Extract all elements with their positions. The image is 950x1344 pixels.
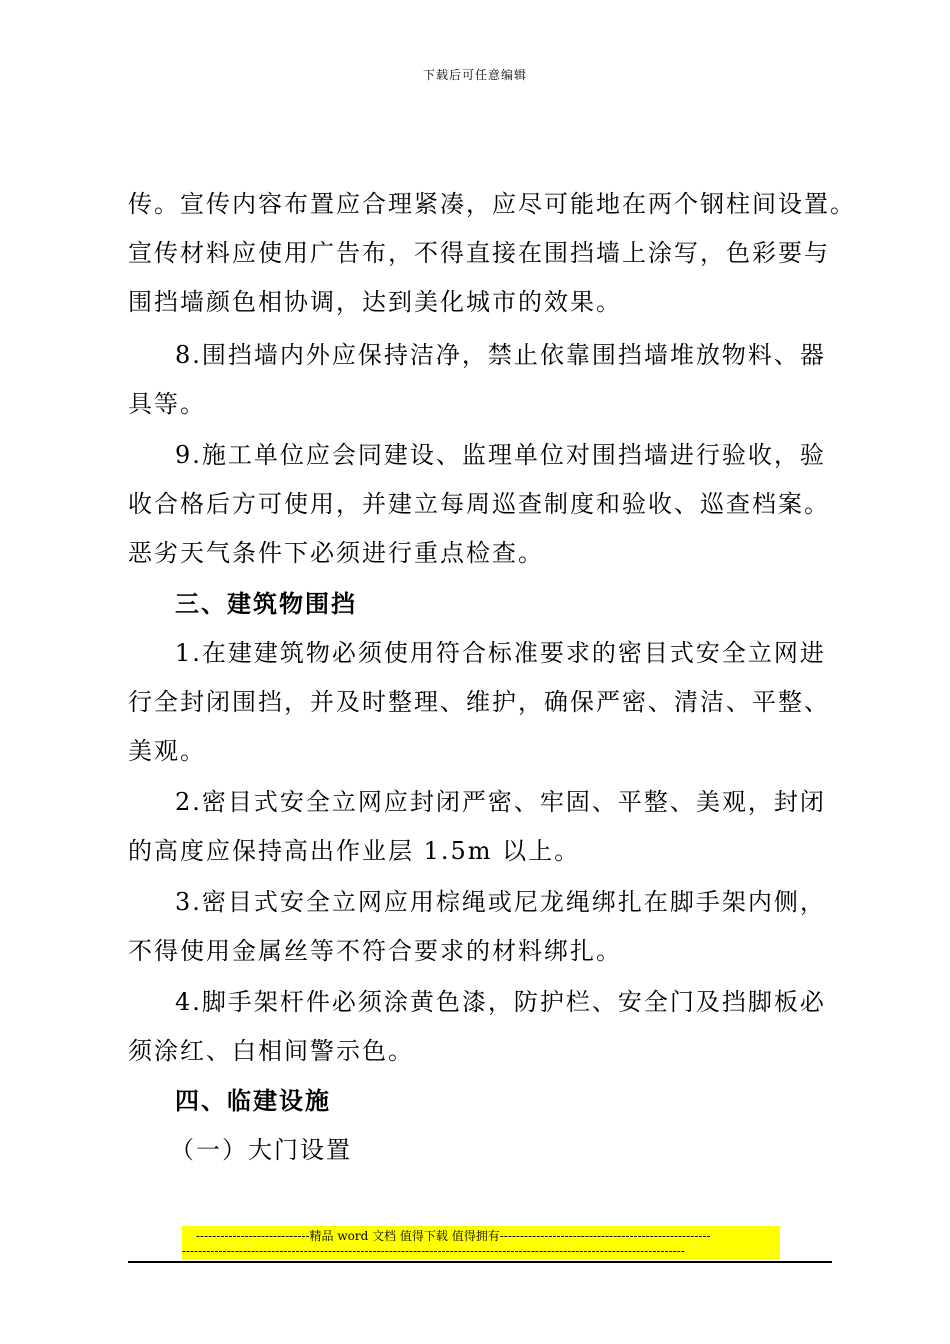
page-header: 下载后可任意编辑 [422, 68, 527, 82]
section-heading-4: 四、临建设施 [175, 1086, 331, 1115]
footer-promo-text: ----------------------------精品 word 文档 值得下载 值得拥有---------------------------------------------------- [196, 1229, 711, 1243]
body-line-15: 3.密目式安全立网应用棕绳或尼龙绳绑扎在脚手架内侧， [175, 888, 826, 916]
body-line-6: 9.施工单位应会同建设、监理单位对围挡墙进行验收，验 [175, 441, 826, 469]
footer-divider [128, 1261, 832, 1263]
body-line-13: 2.密目式安全立网应封闭严密、牢固、平整、美观，封闭 [175, 788, 826, 816]
body-line-7: 收合格后方可使用，并建立每周巡查制度和验收、巡查档案。 [128, 490, 830, 518]
body-line-12: 美观。 [128, 737, 206, 765]
subsection-heading: （一）大门设置 [170, 1136, 352, 1164]
body-line-17: 4.脚手架杆件必须涂黄色漆，防护栏、安全门及挡脚板必 [175, 988, 826, 1016]
section-heading-3: 三、建筑物围挡 [175, 589, 357, 618]
body-line-16: 不得使用金属丝等不符合要求的材料绑扎。 [128, 937, 622, 965]
body-line-1: 传。宣传内容布置应合理紧凑，应尽可能地在两个钢柱间设置。 [128, 190, 856, 218]
body-line-3: 围挡墙颜色相协调，达到美化城市的效果。 [128, 288, 622, 316]
body-line-2: 宣传材料应使用广告布，不得直接在围挡墙上涂写，色彩要与 [128, 239, 830, 267]
body-line-8: 恶劣天气条件下必须进行重点检查。 [128, 539, 544, 567]
body-line-11: 行全封闭围挡，并及时整理、维护，确保严密、清洁、平整、 [128, 688, 830, 716]
body-line-10: 1.在建建筑物必须使用符合标准要求的密目式安全立网进 [175, 639, 826, 667]
footer-dash-line: ---------------------------------------------------------------------------------------------------------------------------- [182, 1244, 685, 1258]
body-line-5: 具等。 [128, 390, 206, 418]
body-line-14: 的高度应保持高出作业层 1.5m 以上。 [128, 837, 581, 865]
body-line-18: 须涂红、白相间警示色。 [128, 1037, 414, 1065]
body-line-4: 8.围挡墙内外应保持洁净，禁止依靠围挡墙堆放物料、器 [175, 341, 826, 369]
